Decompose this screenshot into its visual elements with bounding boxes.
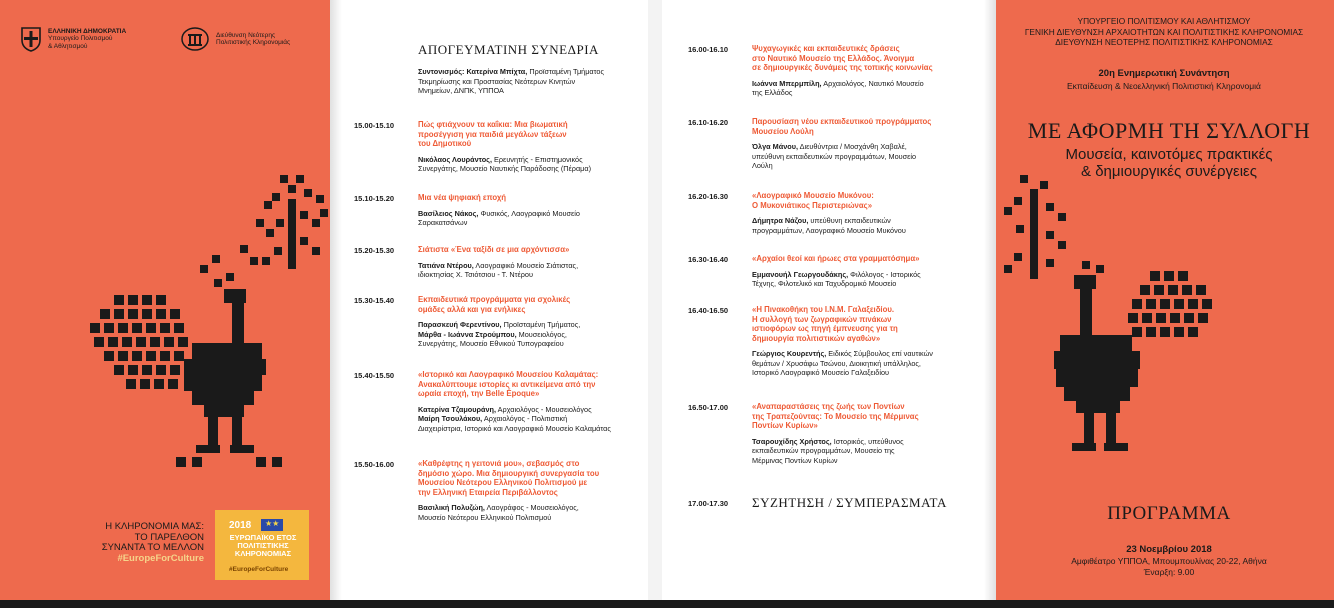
speaker-role: προγραμμάτων, Λαογραφικό Μουσείο Μυκόνου	[752, 225, 906, 235]
speaker-line	[752, 226, 982, 236]
talk-title-line: Μουσείου Λούλη	[752, 126, 814, 136]
speaker-name: Όλγα Μάνου,	[752, 142, 799, 151]
speaker-line	[752, 161, 982, 171]
talk-title	[418, 459, 644, 497]
speaker-role: Αρχαιολόγος - Πολιτιστική	[482, 414, 568, 423]
organizers	[1004, 16, 1324, 48]
speaker-name: Παρασκευή Φερεντίνου,	[418, 320, 502, 329]
speaker-role: Αρχαιολόγος, Ναυτικό Μουσείο	[821, 78, 924, 88]
speaker-role: Ιστορικό Λαογραφικό Μουσείο Γαλαξειδίου	[752, 368, 890, 377]
speaker-name: Μαίρη Τσουλάκου,	[418, 414, 483, 423]
eu-flag-icon: ★★	[261, 519, 283, 531]
session-time: 16.50-17.00	[688, 403, 729, 412]
org-directorate: ΔΙΕΥΘΥΝΣΗ ΝΕΟΤΕΡΗΣ ΠΟΛΙΤΙΣΤΙΚΗΣ ΚΛΗΡΟΝΟΜΙΑΣ	[1055, 37, 1273, 47]
talk-title-line: Σιάτιστα «Ένα ταξίδι σε μια αρχόντισσα»	[418, 245, 570, 254]
talk-title-line: Ανακαλύπτουμε ιστορίες κι αντικείμενα από την	[418, 379, 596, 389]
logo1-line2: Υπουργείο Πολιτισμού	[48, 35, 113, 43]
speaker-role: Λαογράφος - Μουσειολόγος,	[484, 503, 579, 512]
speaker-role: Διευθύντρια / Μοσχάνθη Χαβαλέ,	[798, 142, 907, 151]
speaker-line	[752, 446, 982, 456]
final-discussion-title: ΣΥΖΗΤΗΣΗ / ΣΥΜΠΕΡΑΣΜΑΤΑ	[752, 495, 947, 510]
speaker-info	[752, 79, 982, 98]
talk-title-line: «Καθρέφτης η γειτονιά μου», σεβασμός στο	[418, 459, 580, 468]
session-time: 15.00-15.10	[354, 121, 395, 130]
fold-shadow	[330, 0, 342, 600]
speaker-info	[752, 437, 982, 466]
speaker-line	[418, 155, 644, 165]
speaker-name: Εμμανουήλ Γεωργουδάκης,	[752, 269, 849, 279]
session-time: 15.10-15.20	[354, 194, 395, 203]
talk-title-line: Παρουσίαση νέου εκπαιδευτικού προγράμματος	[752, 117, 932, 126]
speaker-name: Βασίλειος Νάκος,	[418, 208, 479, 218]
speaker-line	[418, 503, 644, 513]
speaker-line	[418, 513, 644, 523]
speaker-role: Αρχαιολόγος - Μουσειολόγος	[496, 404, 592, 414]
event-start: Έναρξη: 9.00	[1143, 567, 1195, 577]
speaker-name: Τατιάνα Ντέρου,	[418, 260, 474, 270]
speaker-line	[752, 270, 982, 280]
eyb-hashtag: #EuropeForCulture	[229, 566, 289, 573]
speaker-line	[752, 437, 982, 447]
talk-title-line: Ο Μυκονιάτικος Περιστεριώνας»	[752, 200, 873, 210]
program-heading: ΠΡΟΓΡΑΜΜΑ	[1107, 503, 1231, 524]
org-general-directorate: ΓΕΝΙΚΗ ΔΙΕΥΘΥΝΣΗ ΑΡΧΑΙΟΤΗΤΩΝ ΚΑΙ ΠΟΛΙΤΙΣΤΙΚΗΣ ΚΛΗΡΟΝΟΜΙΑΣ	[1024, 26, 1304, 37]
session-time: 15.30-15.40	[354, 296, 395, 305]
speaker-info	[418, 405, 644, 434]
session-time: 16.10-16.20	[688, 118, 729, 127]
talk-title-line: Μια νέα ψηφιακή εποχή	[418, 193, 507, 202]
session-time: 16.40-16.50	[688, 306, 729, 315]
speaker-line	[418, 424, 644, 434]
speaker-role: θεμάτων / Χρυσάφω Τσώνου, Διοικητική υπάλληλος,	[752, 358, 921, 368]
eyb-year: 2018	[229, 520, 252, 531]
directorate-logo	[180, 26, 290, 52]
left-peacock-motif	[80, 175, 330, 475]
speaker-name: Τσαρουχίδης Χρήστος,	[752, 436, 832, 446]
speaker-name: Δήμητρα Νάζου,	[752, 216, 809, 225]
moderation-label: Συντονισμός: Κατερίνα Μπίχτα,	[418, 67, 528, 76]
moderation-line2: Τεκμηρίωσης και Προστασίας Νεότερων Κινητών	[418, 76, 576, 86]
speaker-line	[418, 261, 644, 271]
talk-title	[752, 305, 982, 343]
subtitle-line1: Μουσεία, καινοτόμες πρακτικές	[1065, 146, 1273, 163]
speaker-role: ιδιοκτησίας Χ. Τσιότσιου - Τ. Ντέρου	[418, 270, 533, 279]
speaker-name: Ιωάννα Μπερμπίλη,	[752, 78, 822, 88]
right-peacock-motif	[1000, 175, 1250, 475]
talk-title-line: «Αναπαραστάσεις της ζωής των Ποντίων	[752, 402, 905, 411]
event-details	[1004, 544, 1334, 578]
greek-coat-of-arms-icon	[20, 26, 42, 52]
speaker-info	[418, 503, 644, 522]
speaker-line	[418, 320, 644, 330]
talk-title	[418, 193, 644, 203]
session-time: 15.20-15.30	[354, 246, 395, 255]
speaker-name: Βασιλική Πολυζώη,	[418, 503, 485, 512]
moderation-line1: Προϊσταμένη Τμήματος	[527, 67, 604, 76]
talk-title-line: «Λαογραφικό Μουσείο Μυκόνου:	[752, 191, 874, 200]
talk-title	[418, 120, 644, 149]
talk-title-line: την Ελληνική Εταιρεία Περιβάλλοντος	[418, 487, 558, 497]
talk-title	[752, 44, 982, 73]
heritage-slogan	[60, 522, 204, 564]
speaker-line	[418, 218, 644, 228]
speaker-line	[752, 349, 982, 359]
speaker-info	[418, 261, 644, 280]
logo2-line1: Διεύθυνση Νεότερης	[216, 31, 276, 39]
talk-title-line: της Τραπεζούντας: Το Μουσείο της Μέρμινας	[752, 411, 919, 421]
org-ministry: ΥΠΟΥΡΓΕΙΟ ΠΟΛΙΤΙΣΜΟΥ ΚΑΙ ΑΘΛΗΤΙΣΜΟΥ	[1077, 16, 1251, 26]
event-venue: Αμφιθέατρο ΥΠΠΟΑ, Μπουμπουλίνας 20-22, Αθήνα	[1071, 556, 1267, 566]
speaker-line	[752, 359, 982, 369]
logo2-line2: Πολιτιστικής Κληρονομιάς	[216, 39, 291, 46]
speaker-role: Προϊσταμένη Τμήματος,	[501, 320, 581, 329]
logo1-line3: & Αθλητισμού	[48, 42, 88, 50]
speaker-line	[418, 164, 644, 174]
speaker-line	[752, 142, 982, 152]
speaker-role: Λούλη	[752, 161, 773, 170]
speaker-info	[752, 270, 982, 289]
session-time: 16.20-16.30	[688, 192, 729, 201]
speaker-role: εκπαιδευτικών προγραμμάτων, Μουσείο της	[752, 446, 895, 455]
talk-title-line: δημιουργία πολιτιστικών αγαθών»	[752, 333, 881, 343]
speaker-line	[752, 88, 982, 98]
page-gap	[648, 0, 662, 608]
talk-title	[418, 370, 644, 399]
speaker-line	[752, 456, 982, 466]
speaker-line	[418, 209, 644, 219]
speaker-info	[752, 216, 982, 235]
speaker-line	[752, 79, 982, 89]
slogan-line2: ΤΟ ΠΑΡΕΛΘΟΝ	[134, 531, 204, 543]
speaker-role: υπεύθυνη εκπαιδευτικών προγραμμάτων, Μουσείο	[752, 151, 917, 161]
talk-title-line: δημόσιο χώρο. Μια δημιουργική συνεργασία του	[418, 468, 600, 478]
talk-title	[418, 245, 644, 255]
speaker-role: της Ελλάδος	[752, 88, 793, 97]
event-date: 23 Νοεμβρίου 2018	[1126, 544, 1212, 555]
bottom-edge	[0, 600, 1334, 608]
speaker-line	[418, 405, 644, 415]
speaker-role: Συνεργάτης, Μουσείο Εθνικού Τυπογραφείου	[418, 339, 564, 348]
talk-title-line: «Η Πινακοθήκη του Ι.Ν.Μ. Γαλαξειδίου.	[752, 305, 895, 314]
afternoon-session-title: ΑΠΟΓΕΥΜΑΤΙΝΗ ΣΥΝΕΔΡΙΑ	[418, 42, 599, 57]
speaker-role: Συνεργάτης, Μουσείο Ναυτικής Παράδοσης (Πέραμα)	[418, 164, 592, 173]
speaker-line	[418, 414, 644, 424]
speaker-role: Ερευνητής - Επιστημονικός	[492, 154, 583, 164]
talk-title	[752, 254, 982, 264]
speaker-info	[752, 142, 982, 171]
speaker-role: Ειδικός Σύμβουλος επί ναυτικών	[826, 349, 933, 358]
speaker-line	[418, 339, 644, 349]
speaker-role: Διαχειρίστρια, Ιστορικό και Λαογραφικό Μουσείο Καλαμάτας	[418, 423, 611, 433]
talk-title-line: «Αρχαίοι θεοί και ήρωες στα γραμματόσημα»	[752, 254, 920, 263]
moderation-line3: Μνημείων, ΔΝΠΚ, ΥΠΠΟΑ	[418, 86, 504, 95]
speaker-line	[752, 152, 982, 162]
speaker-role: Τέχνης, Φιλοτελικό και Ταχυδρομικό Μουσείο	[752, 279, 897, 288]
meeting-title: 20η Ενημερωτική Συνάντηση	[1098, 68, 1230, 79]
slogan-hashtag: #EuropeForCulture	[117, 552, 204, 564]
speaker-role: Μουσειολόγος,	[516, 329, 567, 339]
speaker-role: Φιλόλογος - Ιστορικός	[848, 269, 921, 279]
talk-title	[752, 191, 982, 210]
session-time: 15.50-16.00	[354, 460, 395, 469]
slogan-line3: ΣΥΝΑΝΤΑ ΤΟ ΜΕΛΛΟΝ	[101, 542, 204, 553]
speaker-name: Γεώργιος Κουρεντής,	[752, 349, 827, 358]
speaker-line	[752, 279, 982, 289]
speaker-name: Νικόλαος Λουράντος,	[418, 154, 493, 164]
heritage-emblem-icon	[180, 26, 210, 52]
talk-title-line: Εκπαιδευτικά προγράμματα για σχολικές	[418, 295, 571, 304]
eyb-text: ΕΥΡΩΠΑΪΚΟ ΕΤΟΣ ΠΟΛΙΤΙΣΤΙΚΗΣ ΚΛΗΡΟΝΟΜΙΑΣ	[229, 533, 297, 558]
talk-title	[418, 295, 644, 314]
speaker-info	[418, 155, 644, 174]
meeting-theme: Εκπαίδευση & Νεοελληνική Πολιτιστική Κληρονομιά	[1067, 81, 1261, 91]
speaker-name: Κατερίνα Τζαμουράνη,	[418, 404, 497, 414]
speaker-line	[418, 270, 644, 280]
talk-title-line: του Δημοτικού	[418, 139, 472, 148]
talk-title-line: ομάδες αλλά και για ενήλικες	[418, 304, 526, 314]
meeting-info	[1004, 68, 1324, 92]
speaker-role: Μέρμινας Ποντίων Κυρίων	[752, 455, 838, 465]
talk-title-line: «Ιστορικό και Λαογραφικό Μουσείου Καλαμάτας:	[418, 370, 599, 379]
speaker-info	[418, 320, 644, 349]
main-title: ΜΕ ΑΦΟΡΜΗ ΤΗ ΣΥΛΛΟΓΗ	[1027, 118, 1311, 143]
fold-shadow-2	[984, 0, 996, 600]
speaker-line	[418, 330, 644, 340]
moderation	[418, 67, 643, 96]
talk-title-line: ωραία εποχή, την Belle Époque»	[418, 389, 540, 398]
talk-title-line: σε δημιουργικές δυνάμεις της τοπικής κοινωνίας	[752, 63, 933, 72]
talk-title-line: Ποντίων Κυρίων»	[752, 421, 818, 430]
speaker-role: υπεύθυνη εκπαιδευτικών	[808, 216, 891, 225]
session-time: 15.40-15.50	[354, 371, 395, 380]
session-time: 16.30-16.40	[688, 255, 729, 264]
talk-title-line: στο Ναυτικό Μουσείο της Ελλάδος. Άνοιγμα	[752, 53, 915, 63]
speaker-line	[752, 368, 982, 378]
talk-title-line: Ψυχαγωγικές και εκπαιδευτικές δράσεις	[752, 44, 900, 53]
ministry-logo	[20, 26, 126, 52]
session-time: 16.00-16.10	[688, 45, 729, 54]
speaker-info	[752, 349, 982, 378]
subtitle-line2: & δημιουργικές συνέργειες	[1081, 163, 1257, 180]
talk-title-line: Η συλλογή των ζωγραφικών πινάκων	[752, 314, 892, 324]
talk-title-line: ιστιοφόρων ως πηγή έμπνευσης για τη	[752, 324, 898, 333]
talk-title	[752, 117, 982, 136]
talk-title	[752, 402, 982, 431]
talk-title-line: προσέγγιση για παιδιά μεγάλων τάξεων	[418, 129, 567, 139]
speaker-role: Μουσείο Νεότερου Ελληνικού Πολιτισμού	[418, 512, 552, 522]
speaker-role: Λαογραφικό Μουσείο Σιάτιστας,	[473, 260, 579, 270]
speaker-info	[418, 209, 644, 228]
speaker-role: Φυσικός, Λαογραφικό Μουσείο	[478, 208, 580, 218]
slogan-line1: Η ΚΛΗΡΟΝΟΜΙΑ ΜΑΣ:	[105, 521, 204, 532]
final-time: 17.00-17.30	[688, 499, 729, 508]
talk-title-line: Πώς φτιάχνουν τα καΐκια: Μια βιωματική	[418, 120, 568, 129]
logo1-line1: ΕΛΛΗΝΙΚΗ ΔΗΜΟΚΡΑΤΙΑ	[48, 27, 127, 35]
speaker-role: Ιστορικός, υπεύθυνος	[831, 436, 904, 446]
speaker-name: Μάρθα - Ιωάννα Στρούμπου,	[418, 329, 517, 339]
speaker-role: Σαρακατσάνων	[418, 218, 468, 227]
speaker-line	[752, 216, 982, 226]
talk-title-line: Μουσείου Νεότερου Ελληνικού Πολιτισμού με	[418, 478, 588, 487]
european-year-badge	[215, 510, 309, 580]
